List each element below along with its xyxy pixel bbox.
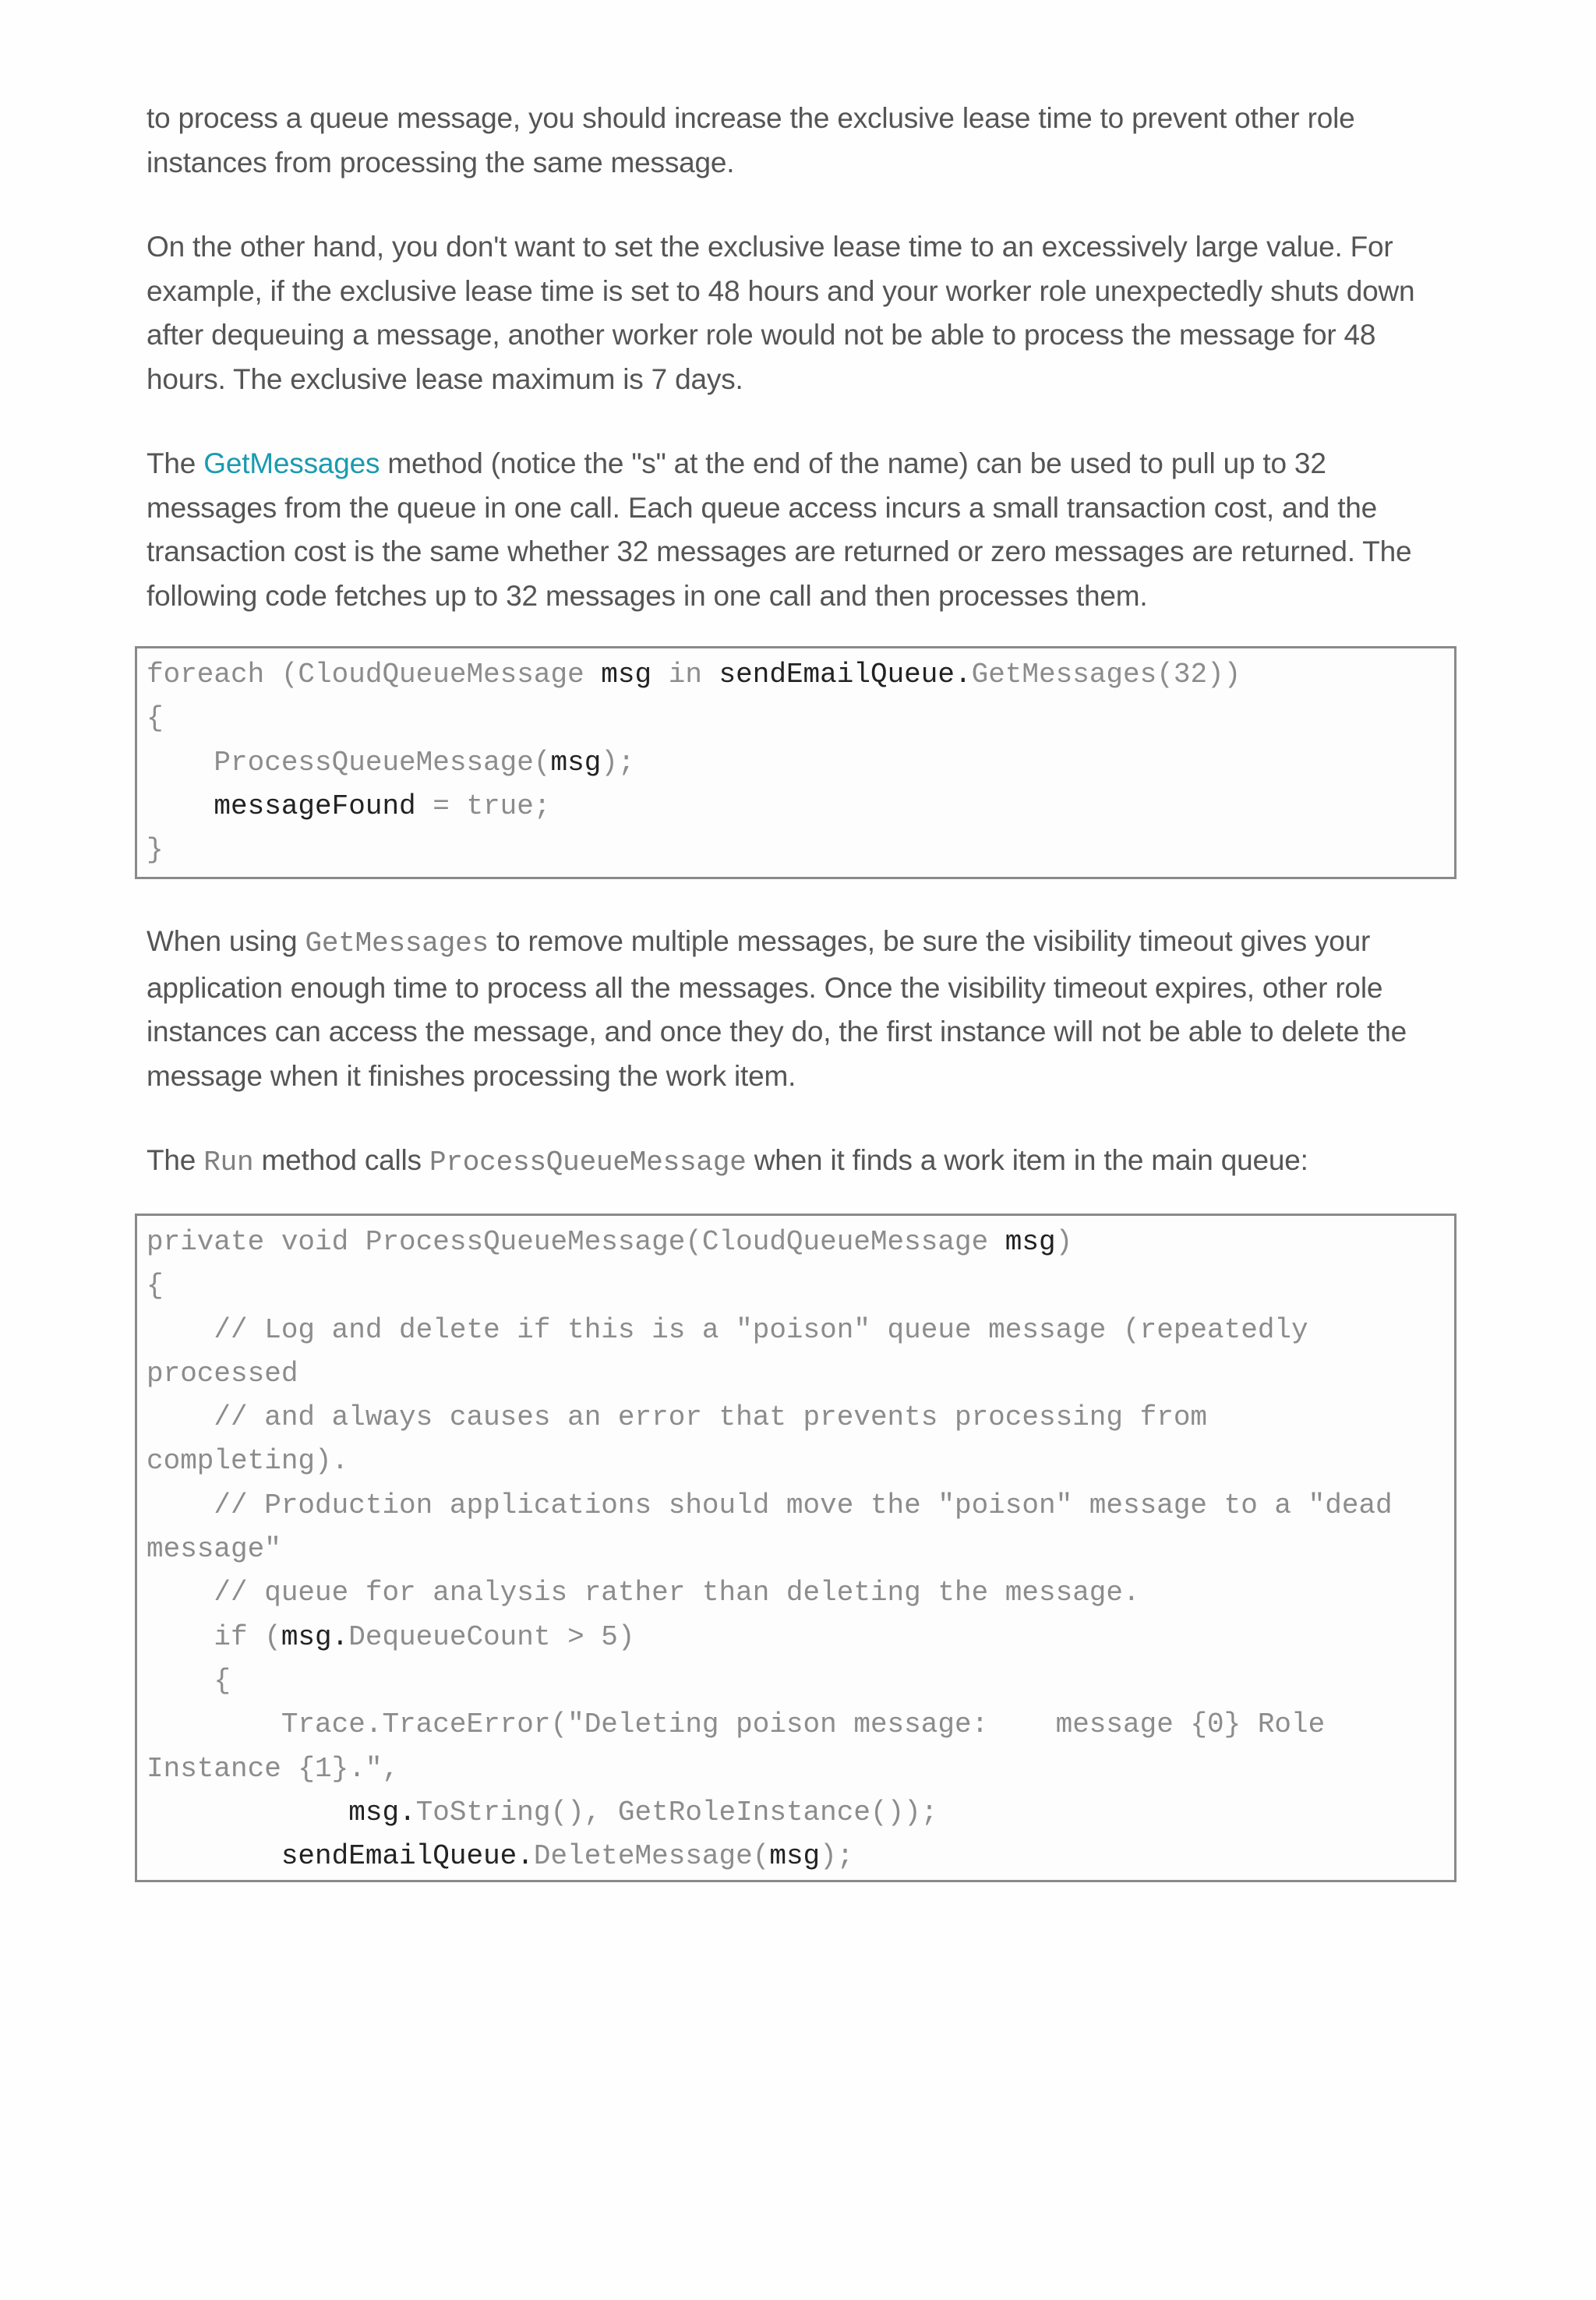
code-line: Instance {1}.", (147, 1752, 400, 1785)
inline-code-getmessages: GetMessages (305, 927, 489, 960)
code-line: private void ProcessQueueMessage(CloudQueueMessage msg) (147, 1225, 1073, 1258)
paragraph-getmessages: The GetMessages method (notice the "s" at the end of the name) can be used to pull up to 32 messages from the queue in one call. Each queue access incurs a small transaction cost, and the transaction cost is the same whether 32 messages are returned or zero messages are returned. The following code fetches up to 32 messages in one call and then processes them. (147, 447, 1412, 612)
inline-code-run: Run (203, 1146, 254, 1179)
code-line: // Production applications should move the "poison" message to a "dead (147, 1489, 1393, 1521)
paragraph-lease-maximum: On the other hand, you don't want to set the exclusive lease time to an excessively large value. For example, if the exclusive lease time is set to 48 hours and your worker role unexpectedly shuts down after dequeuing a message, another worker role would not be able to process the message for 48 hours. The exclusive lease maximum is 7 days. (147, 231, 1415, 395)
getmessages-link[interactable]: GetMessages (203, 447, 380, 479)
code-line: completing). (147, 1445, 349, 1478)
code-line: sendEmailQueue.DeleteMessage(msg); (281, 1840, 854, 1873)
code-line: ProcessQueueMessage(msg); (147, 746, 635, 779)
code-line: // Log and delete if this is a "poison" queue message (repeatedly (147, 1313, 1308, 1346)
code-line: // queue for analysis rather than deleting the message. (147, 1577, 1140, 1609)
code-line: msg.ToString(), GetRoleInstance()); (348, 1796, 938, 1828)
code-line: foreach (CloudQueueMessage msg in sendEmailQueue.GetMessages(32)) (147, 659, 1241, 691)
code-line: { (147, 1664, 231, 1697)
code-line: } (147, 834, 164, 867)
code-block-processqueuemessage (135, 1214, 1457, 1882)
code-line: // and always causes an error that prevents processing from (147, 1401, 1208, 1434)
code-line: processed (147, 1357, 298, 1390)
paragraph-run-method: The Run method calls ProcessQueueMessage when it finds a work item in the main queue: (147, 1144, 1308, 1179)
code-line: { (147, 702, 164, 735)
paragraph-visibility-timeout: When using GetMessages to remove multiple messages, be sure the visibility timeout gives your application enough time to process all the messages. Once the visibility timeout expires, other role instances can access the message, and once they do, the first instance will not be able to delete the message when it finishes processing the work item. (147, 925, 1407, 1092)
code-line: if (msg.DequeueCount > 5) (147, 1620, 635, 1653)
code-line: messageFound = true; (147, 790, 551, 822)
code-line: Trace.TraceError("Deleting poison message: message {0} Role (147, 1708, 1326, 1741)
inline-code-processqueuemessage: ProcessQueueMessage (429, 1146, 747, 1179)
code-line: message" (147, 1533, 281, 1566)
document-page (147, 97, 1440, 1882)
code-block-foreach (135, 646, 1457, 879)
paragraph-lease-time: to process a queue message, you should increase the exclusive lease time to prevent other role instances from processing the same message. (147, 102, 1355, 178)
code-line: { (147, 1270, 164, 1302)
